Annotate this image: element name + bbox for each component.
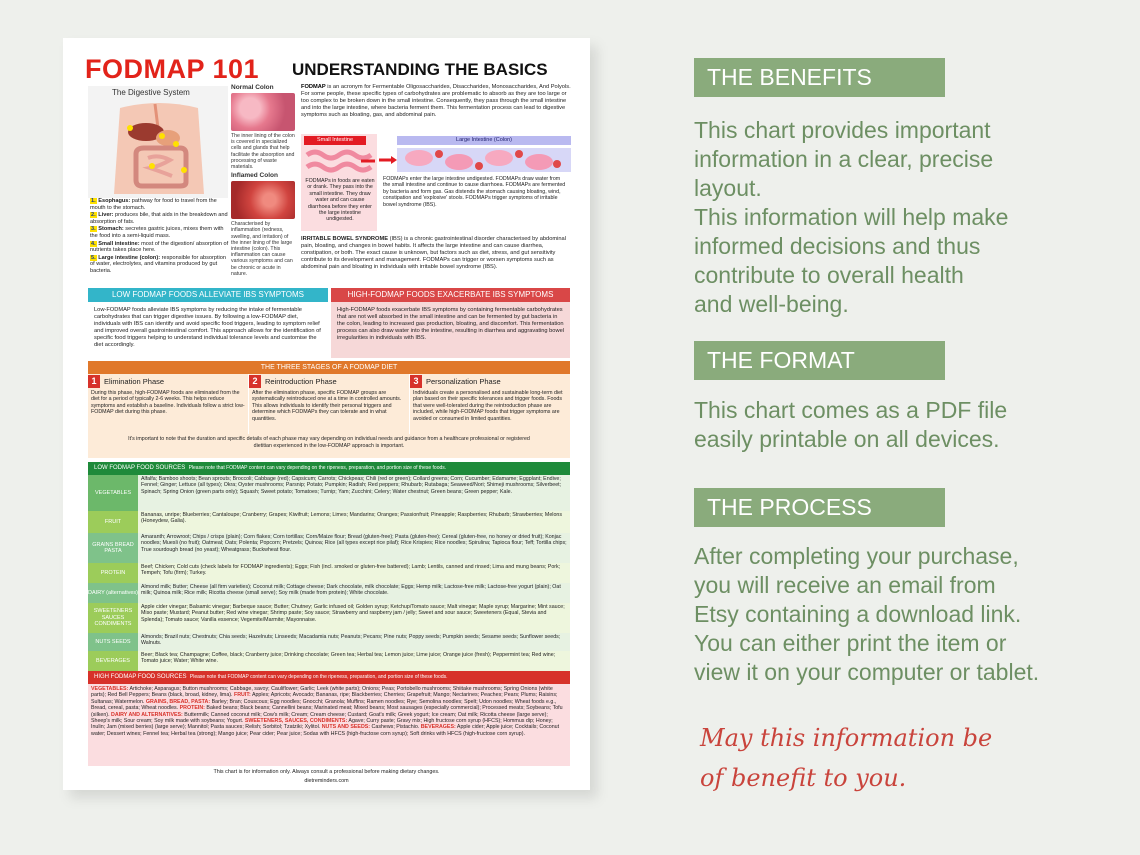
normal-colon-image: [231, 93, 295, 131]
food-row-vegetables: [88, 475, 570, 511]
organ-text: most of the digestion/ absorption of nutrients takes place here.: [90, 240, 229, 254]
stage-number: 2: [249, 375, 261, 388]
organ-name: Esophagus:: [98, 198, 131, 204]
process-text: [694, 542, 1114, 687]
organ-list: [90, 198, 230, 276]
fodmap-poster: [63, 38, 590, 790]
format-line: easily printable on all devices.: [694, 426, 1000, 452]
format-line: This chart comes as a PDF file: [694, 397, 1008, 423]
stage-title: Personalization Phase: [426, 376, 501, 386]
organ-number: 4.: [91, 240, 96, 247]
food-category: SWEETENERS SAUCES CONDIMENTS: [88, 603, 138, 633]
process-line: After completing your purchase,: [694, 543, 1019, 569]
organ-number: 2.: [91, 212, 96, 219]
process-banner: THE PROCESS: [694, 488, 945, 527]
gut-diagram: [301, 134, 571, 231]
food-list: Beef; Chicken; Cold cuts (check labels for FODMAP ingredients); Eggs; Fish (incl. smoked or gluten-free battered); Lamb; Lentils, canned and rinsed; Lima and mung beans; Pork; Tempeh; Tofu (firm); Turkey.: [138, 563, 570, 583]
high-foods: Barley; Bran; Couscous; Egg noodles; Gnocchi; Granola; Muffins; Ramen noodles; Rye; Semolina noodles; Spelt; Udon noodles; Wheat foods e.g., Bread, cereal, pasta; Wheat noodles.: [91, 698, 557, 712]
large-intestine-tag: Large Intestine (Colon): [397, 136, 571, 145]
high-fodmap-exacerbate-text: High-FODMAP foods exacerbate IBS symptoms by containing fermentable carbohydrates that are not well absorbed in the small intestine and can be fermented by gut bacteria in the colon, leading to increased gas production, bloating, and discomfort. This fermentation process can also draw water into the intestine, resulting in diarrhea and aggravating bowel irregularities in individuals with IBS.: [331, 302, 570, 358]
high-category: VEGETABLES:: [91, 686, 129, 692]
organ-number: 5.: [91, 254, 96, 261]
inflamed-colon-label: Inflamed Colon: [231, 172, 278, 180]
high-foods: Cashews; Pistachio.: [370, 724, 421, 731]
high-fodmap-list: [88, 684, 570, 766]
high-fodmap-sources-band: [88, 671, 570, 684]
ibs-definition: [301, 236, 573, 271]
high-category: FRUIT:: [233, 692, 251, 699]
food-list: Alfalfa; Bamboo shoots; Bean sprouts; Broccoli; Cabbage (red); Capsicum; Carrots; Chickpeas; Chili (red or green); Collard greens; Corn; Cucumber; Edamame; Eggplant; Endive; Fennel; Ginger; Lettuce (all types); Okra; Oyster mushrooms; Parsnip; Potato; Pumpkin; Radish; Red peppers; Rhubarb; Rutabaga; Seaweed/Nori; Shimeji mushrooms; Silverbeet; Spinach; Spring Onion (green parts only); Squash; Sweet potato; Tomatoes; Turnip; Yam; Zucchini; Celery; Water chestnut; Green beans; Green pepper; Kale.: [138, 475, 570, 511]
digestive-system-illustration: [88, 86, 228, 198]
high-foods: Agave; Curry paste; Gravy mix; High fructose corn syrup (HFCS); Hommus dip; Honey; Inulin; Jam (mixed berries) (large serve); Mannitol; Pasta sauces; Relish; Sorbitol; Tzatziki; Xylitol.: [91, 718, 553, 731]
benefits-line: layout.: [694, 175, 762, 201]
benefits-line: This chart provides important: [694, 117, 991, 143]
high-category: NUTS AND SEEDS:: [321, 724, 371, 731]
food-list: Beer; Black tea; Champagne; Coffee, black; Cranberry juice; Drinking chocolate; Green tea; Herbal tea; Lemon juice; Lime juice; Orange juice (fresh); Peppermint tea; Red wine; Tomato juice; Water; White wine.: [138, 651, 570, 671]
food-category: GRAINS BREAD PASTA: [88, 533, 138, 563]
high-sources-title: HIGH FODMAP FOOD SOURCES: [94, 674, 187, 680]
inflamed-colon-text: Characterised by inflammation (redness, swelling, and irritation) of the inner lining of the large intestine (colon). This inflammation can cause various symptoms and can be chronic or acute in nature.: [231, 221, 293, 277]
organ-item: [90, 226, 230, 239]
food-category: PROTEIN: [88, 563, 138, 583]
process-line: you will receive an email from: [694, 572, 996, 598]
format-text: [694, 396, 1114, 454]
high-foods: Apples; Apricots; Avocado; Bananas, ripe; Blackberries; Cherries; Grapefruit; Mango; Nectarines; Peaches; Pears; Plums; Raisins; Sultanas; Watermelon.: [91, 692, 558, 705]
high-category: GRAINS, BREAD, PASTA:: [145, 698, 211, 705]
benefits-banner: THE BENEFITS: [694, 58, 945, 97]
high-foods: Buttermilk; Canned coconut milk; Cow's milk; Cream; Cream cheese; Custard; Goat's milk; Greek yogurt; Ice cream; Oat milk; Ricotta cheese (large serve); Sheep's milk; Sour cream; Soy milk made with soybeans; Yogurt.: [91, 711, 548, 725]
high-foods: Apple cider; Apple juice; Cocktails; Coconut water; Dessert wines; Fennel tea; Herbal tea (strong); Mango juice; Pear cider; Pear juice; Sodas with HFCS (high-fructose corn syrup); Soft drinks with HFCS (high-fructose corn syrup).: [91, 724, 560, 737]
benefits-line: information in a clear, precise: [694, 146, 994, 172]
food-list: Almond milk; Butter; Cheese (all firm varieties); Coconut milk; Cottage cheese; Dark chocolate, milk chocolate; Eggs; Hemp milk; Lactose-free milk; Lactose-free yogurt (plain); Oat milk; Quinoa milk; Rice milk; Ricotta cheese (small serve); Soy milk (made from protein); White chocolate.: [138, 583, 570, 603]
intro-text: is an acronym for Fermentable Oligosaccharides, Disaccharides, Monosaccharides, And Polyols. For some people, these specific types of carbohydrates are problematic to absorb as they are too large or too complex to be broken down in the small intestine. Consequently, they pass through the small intestine and into the large intestine, where bacteria ferment them. This fermentation process can lead to digestive symptoms such as bloating, gas, and abdominal pain.: [301, 84, 571, 118]
high-category: SWEETENERS, SAUCES, CONDIMENTS:: [244, 718, 348, 725]
organ-text: secretes gastric juices, mixes them with the food into a semi-liquid mass.: [90, 226, 224, 239]
organ-item: [90, 241, 230, 254]
three-stages-band: THE THREE STAGES OF A FODMAP DIET: [88, 361, 570, 374]
food-row-sweeteners: [88, 603, 570, 633]
high-category: BEVERAGES:: [420, 724, 456, 731]
process-line: view it on your computer or tablet.: [694, 659, 1040, 685]
poster-title: FODMAP 101: [85, 54, 260, 84]
stage-title: Reintroduction Phase: [265, 376, 337, 386]
stage-card: [249, 374, 409, 434]
large-intestine-panel: [379, 134, 571, 231]
stage-text: Individuals create a personalised and sustainable long-term diet plan based on their specific tolerances and trigger foods. Foods that were well-tolerated during the reintroduction phase are included, while high-FODMAP foods that trigger symptoms are avoided or consumed in limited quantities.: [413, 390, 563, 422]
high-fodmap-exacerbate-band: HIGH-FODMAP FOODS EXACERBATE IBS SYMPTOMS: [331, 288, 570, 302]
organ-name: Liver:: [98, 212, 114, 219]
food-row-beverages: [88, 651, 570, 671]
food-list: Amaranth; Arrowroot; Chips / crisps (plain); Corn flakes; Corn tortillas; Corn/Maize flour; Bread (gluten-free); Pasta (gluten-free); Cereal (gluten-free, no honey or dried fruit); Konjac noodles; Muesli (no fruit); Oatmeal; Oats; Polenta; Popcorn; Pretzels; Quinoa; Rice (all types except rice pilaf); Rice Krispies; Rice noodles; Spirulina; Tapioca flour; Teff; Tortilla chips; True sourdough bread (no yeast); Wheatgrass; Buckwheat flour.: [138, 533, 570, 563]
digestive-system-title: The Digestive System: [112, 88, 190, 97]
organ-text: pathway for food to travel from the mouth to the stomach.: [90, 198, 217, 211]
poster-subtitle: UNDERSTANDING THE BASICS: [292, 60, 548, 79]
organ-name: Large intestine (colon):: [98, 254, 161, 261]
organ-number: 1.: [91, 198, 96, 204]
food-row-dairy: [88, 583, 570, 603]
stage-text: After the elimination phase, specific FODMAP groups are systematically reintroduced one at a time in controlled amounts. This allows individuals to identify their personal triggers and determine which FODMAPs they can tolerate and in what quantities.: [252, 390, 402, 422]
low-fodmap-sources-band: [88, 462, 570, 475]
ibs-text: (IBS) is a chronic gastrointestinal disorder characterised by abdominal pain, bloating, and changes in bowel habits. It affects the large intestine and can cause diarrhea, constipation, or both. The exact cause is unknown, but factors such as diet, stress, and gut sensitivity contribute to its development and management. FODMAPs can trigger or worsen symptoms such as abdominal pain and bloating in individuals with irritable bowel syndrome (IBS).: [301, 236, 566, 270]
intro-bold: FODMAP: [301, 84, 326, 90]
closing-line: of benefit to you.: [700, 764, 907, 792]
high-category: PROTEIN:: [179, 705, 205, 712]
stage-number: 3: [410, 375, 422, 388]
normal-colon-text: The inner lining of the colon is covered in specialized cells and glands that help facilitate the absorption and processing of waste materials.: [231, 133, 295, 171]
food-row-grains: [88, 533, 570, 563]
ibs-bold: IRRITABLE BOWEL SYNDROME: [301, 236, 388, 242]
low-sources-title: LOW FODMAP FOOD SOURCES: [94, 465, 186, 471]
high-foods: Artichoke; Asparagus; Button mushrooms; Cabbage, savoy; Cauliflower; Garlic; Leek (white parts); Onions; Peas; Portobello mushrooms; Shiitake mushrooms; Spring Onions (white parts); Red Bell Peppers; Beans (black, broad, kidney, lima).: [91, 686, 553, 699]
closing-message: [700, 718, 1100, 798]
small-intestine-tag: Small Intestine: [304, 136, 366, 145]
process-line: Etsy containing a download link.: [694, 601, 1022, 627]
food-category: VEGETABLES: [88, 475, 138, 511]
stage-card: [88, 374, 248, 434]
normal-colon-label: Normal Colon: [231, 84, 274, 91]
food-row-protein: [88, 563, 570, 583]
organ-number: 3.: [91, 226, 96, 233]
small-intestine-icon: [305, 147, 375, 175]
food-row-nuts: [88, 633, 570, 651]
poster-disclaimer: This chart is for information only. Always consult a professional before making dietary changes.: [213, 769, 440, 775]
large-intestine-icon: [379, 146, 571, 174]
organ-item: [90, 198, 230, 211]
benefits-line: informed decisions and thus: [694, 233, 981, 259]
benefits-line: This information will help make: [694, 204, 1009, 230]
benefits-line: and well-being.: [694, 291, 849, 317]
stage-title: Elimination Phase: [104, 376, 165, 386]
inflamed-colon-image: [231, 181, 295, 219]
organ-text: produces bile, that aids in the breakdown and absorption of fats.: [90, 212, 228, 225]
high-foods: Baked beans; Black beans; Cannellini beans; Marinated meat; Mixed beans; Most sausages (especially commercial); Processed meats; Soybeans; Tofu (silken).: [91, 705, 563, 718]
stages-note: It's important to note that the duration and specific details of each phase may vary depending on individual needs and guidance from a healthcare professional or registered dietitian experienced in the low-FODMAP approach is important.: [88, 434, 570, 458]
organ-item: [90, 255, 230, 275]
closing-line: May this information be: [700, 724, 993, 752]
small-intestine-text: FODMAPs in foods are eaten or drank. They pass into the small intestine. They draw water and can cause diarrhoea before they enter the large intestine undigested.: [305, 178, 375, 223]
low-sources-note: Please note that FODMAP content can vary depending on the ripeness, preparation, and portion size of these foods.: [188, 465, 447, 471]
organ-name: Stomach:: [98, 226, 124, 233]
food-list: Bananas, unripe; Blueberries; Cantaloupe; Cranberry; Grapes; Kiwifruit; Lemons; Limes; Mandarins; Oranges; Passionfruit; Pineapple; Raspberries; Rhubarb; Strawberries; Melons (Honeydew, Galia).: [138, 511, 570, 533]
organ-item: [90, 212, 230, 225]
fodmap-intro: [301, 84, 573, 119]
food-category: DAIRY (alternatives): [88, 583, 138, 603]
high-category: DAIRY AND ALTERNATIVES:: [111, 711, 183, 718]
colon-comparison: [231, 84, 295, 277]
poster-website: dietreminders.com: [304, 778, 349, 784]
stage-card: [410, 374, 570, 434]
stage-number: 1: [88, 375, 100, 388]
food-row-fruit: [88, 511, 570, 533]
digestive-system-icon: [100, 98, 218, 196]
organ-name: Small intestine:: [98, 240, 140, 247]
food-category: FRUIT: [88, 511, 138, 533]
food-list: Apple cider vinegar; Balsamic vinegar; Barbeque sauce; Butter; Chutney; Garlic infused oil; Golden syrup; Ketchup/Tomato sauce; Malt vinegar; Maple syrup; Margarine; Mint sauce; Miso paste; Mustard; Peanut butter; Red wine vinegar; Shrimp paste; Soy sauce; Strawberry and raspberry jam / jelly; Sweet and sour sauce; Sweeteners (Equal, Stevia and Splenda); Tomato sauce; Vanilla essence; Vegemite/Marmite; Mayonnaise.: [138, 603, 570, 633]
process-line: You can either print the item or: [694, 630, 1007, 656]
benefits-line: contribute to overall health: [694, 262, 964, 288]
food-list: Almonds; Brazil nuts; Chestnuts; Chia seeds; Hazelnuts; Linseeds; Macadamia nuts; Peanuts; Pecans; Pine nuts; Poppy seeds; Pumpkin seeds; Sesame seeds; Sunflower seeds; Walnuts.: [138, 633, 570, 651]
high-sources-note: Please note that FODMAP content can vary depending on the ripeness, preparation, and portion size of these foods.: [189, 674, 448, 680]
low-fodmap-alleviate-text: Low-FODMAP foods alleviate IBS symptoms by reducing the intake of fermentable carbohydrates that can trigger digestive issues. By following a low-FODMAP diet, individuals with IBS can identify and avoid specific food triggers, leading to symptom relief and improved overall gastrointestinal comfort. This approach allows for the identification of specific food triggers helping to understand individual tolerance levels and customise the diet accordingly.: [88, 302, 328, 358]
organ-text: responsible for absorption of water, electrolytes, and vitamins produced by gut bacteria.: [90, 254, 227, 274]
food-category: NUTS SEEDS: [88, 633, 138, 651]
benefits-text: [694, 116, 1114, 319]
format-banner: THE FORMAT: [694, 341, 945, 380]
large-intestine-text: FODMAPs enter the large intestine undigested. FODMAPs draw water from the small intestine and continue to cause diarrhoea. FODMAPs are fermented by bacteria and form gas. Gas distends the stomach causing bloating, wind, constipation and 'explosive' stools. FODMAPs trigger symptoms of irritable bowel syndrome (IBS).: [383, 176, 566, 208]
stage-text: During this phase, high-FODMAP foods are eliminated from the diet for a period of typically 2-6 weeks. This helps reduce symptoms and establish a baseline. Individuals follow a strict low-FODMAP diet during this phase.: [91, 390, 245, 416]
low-fodmap-alleviate-band: LOW FODMAP FOODS ALLEVIATE IBS SYMPTOMS: [88, 288, 328, 302]
small-intestine-panel: [301, 134, 377, 231]
food-category: BEVERAGES: [88, 651, 138, 671]
